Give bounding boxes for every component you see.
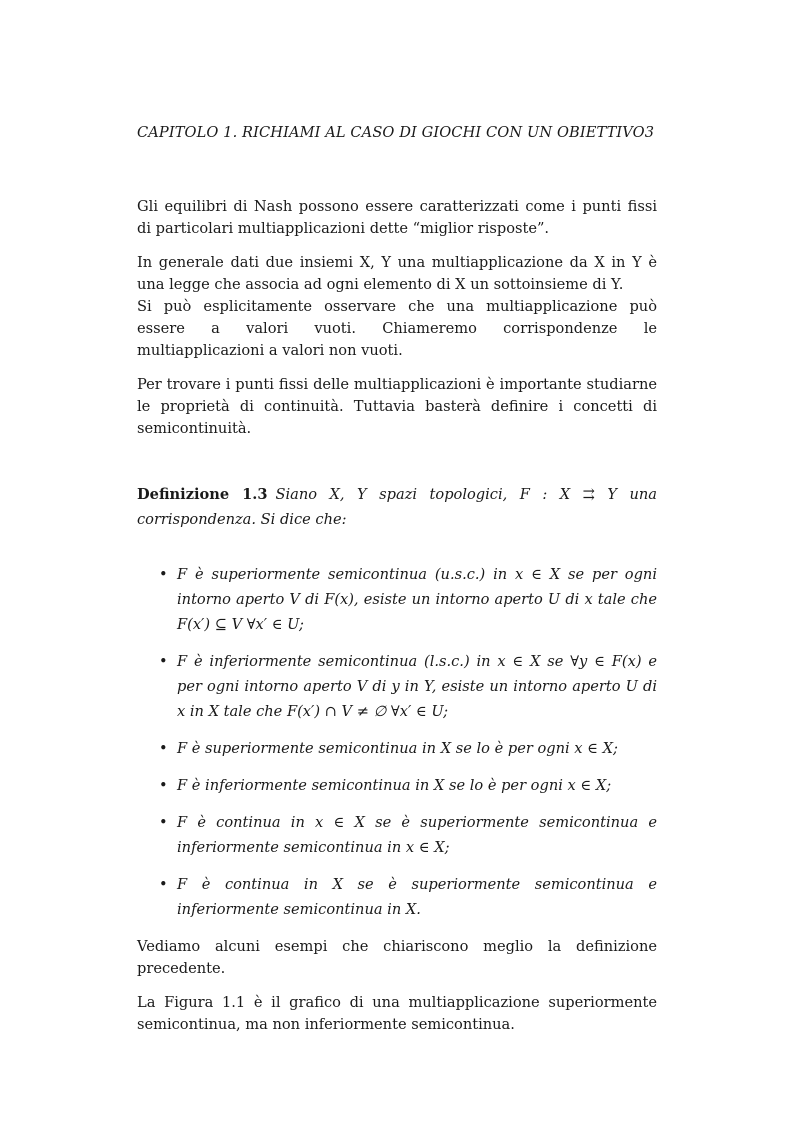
- list-item: • F è continua in x ∈ X se è superiormente semicontinua e inferiormente semicontinua in x ∈ X;: [137, 810, 657, 860]
- definition-block: [137, 482, 657, 532]
- paragraph-multiapplication-line2: Si può esplicitamente osservare che una multiapplicazione può essere a valori vuoti. Chiameremo corrispondenze le multiapplicazioni a valori non vuoti.: [137, 298, 657, 359]
- list-item: • F è inferiormente semicontinua (l.s.c.) in x ∈ X se ∀y ∈ F(x) e per ogni intorno aperto V di y in Y, esiste un intorno aperto U di x in X tale che F(x′) ∩ V ≠ ∅ ∀x′ ∈ U;: [137, 649, 657, 724]
- paragraph-examples: Vediamo alcuni esempi che chiariscono meglio la definizione precedente.: [137, 938, 657, 977]
- list-item: • F è superiormente semicontinua (u.s.c.) in x ∈ X se per ogni intorno aperto V di F(x), esiste un intorno aperto U di x tale che F(x′) ⊆ V ∀x′ ∈ U;: [137, 562, 657, 637]
- definition-intro: Siano X, Y spazi topologici, F : X ⇉ Y una corrispondenza. Si dice che:: [137, 486, 657, 528]
- list-item: • F è continua in X se è superiormente semicontinua e inferiormente semicontinua in X.: [137, 872, 657, 922]
- paragraph-continuity: Per trovare i punti fissi delle multiapplicazioni è importante studiarne le proprietà di continuità. Tuttavia basterà definire i concetti di semicontinuità.: [137, 376, 657, 437]
- list-item: • F è superiormente semicontinua in X se lo è per ogni x ∈ X;: [137, 736, 657, 761]
- paragraph-figure-reference: La Figura 1.1 è il grafico di una multiapplicazione superiormente semicontinua, ma non inferiormente semicontinua.: [137, 994, 657, 1033]
- running-header: CAPITOLO 1. RICHIAMI AL CASO DI GIOCHI CON UN OBIETTIVO3: [137, 124, 655, 141]
- list-item: • F è inferiormente semicontinua in X se lo è per ogni x ∈ X;: [137, 773, 657, 798]
- paragraph-multiapplication-line1: In generale dati due insiemi X, Y una multiapplicazione da X in Y è una legge che associa ad ogni elemento di X un sottoinsieme di Y.: [137, 254, 657, 293]
- definition-list: [137, 562, 657, 922]
- paragraph-nash-equilibria: Gli equilibri di Nash possono essere caratterizzati come i punti fissi di particolari multiapplicazioni dette “miglior risposte”.: [137, 198, 657, 237]
- paragraph-multiapplication: [137, 252, 657, 362]
- definition-title: Definizione 1.3: [137, 486, 268, 503]
- page-content: [137, 122, 657, 1036]
